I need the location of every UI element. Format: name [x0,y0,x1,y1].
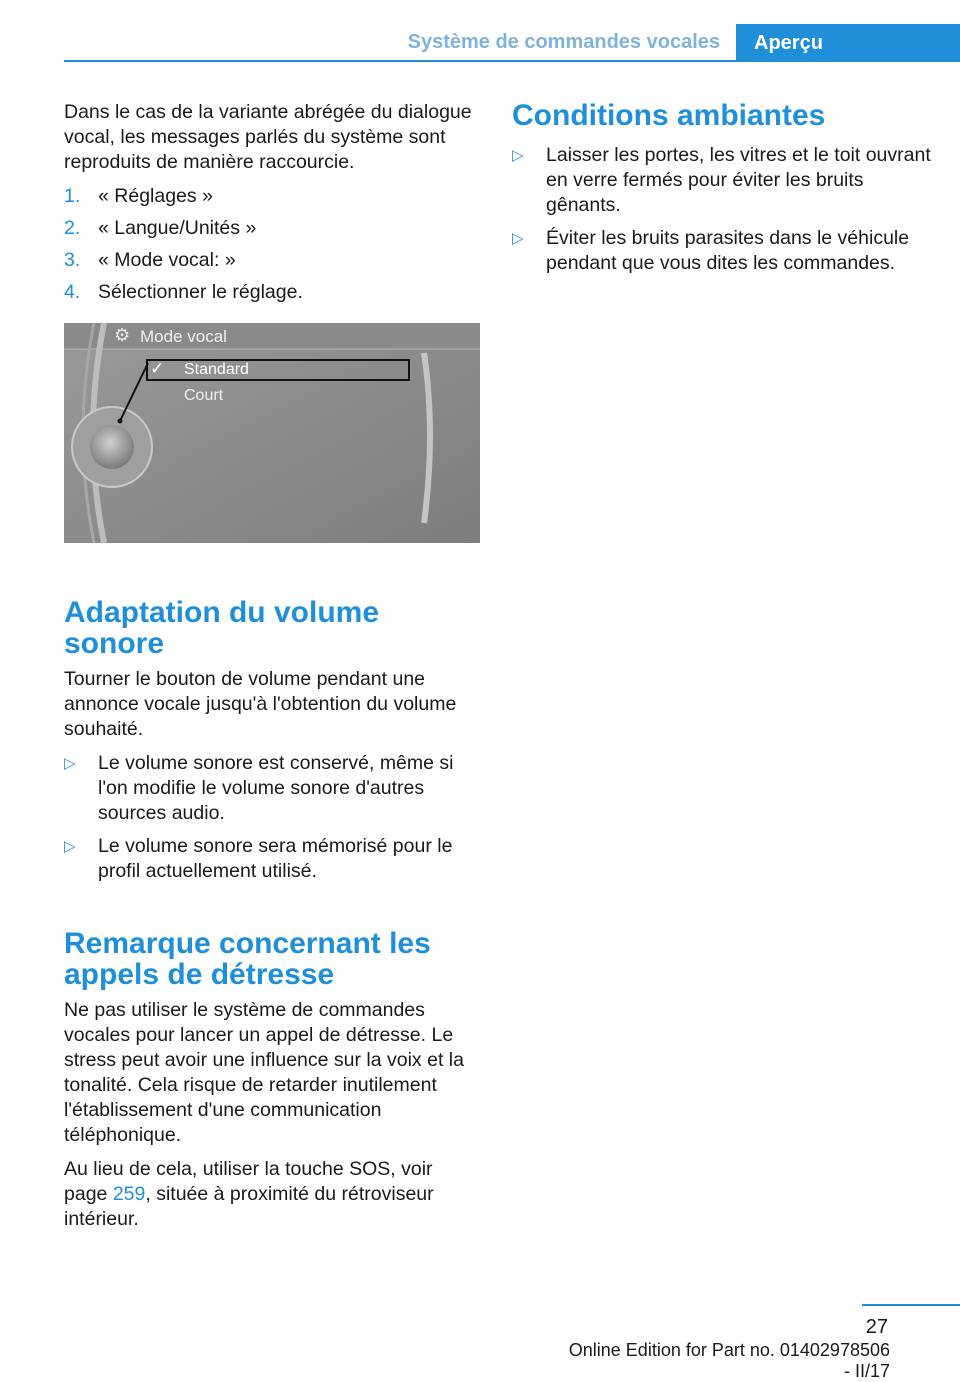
triangle-right-icon: ▷ [64,838,76,855]
emergency-paragraph: Ne pas utiliser le système de commandes vocales pour lancer un appel de détresse. Le stress peut avoir une influence sur la voix et la tonalité. Cela risque de retarder inutilement l'établissement d'une communication téléphonique. [64,999,464,1146]
sos-text-after: , située à proximité du rétroviseur intérieur. [64,1183,434,1230]
option-standard: Standard [184,361,249,378]
bullet-item [512,226,932,276]
volume-paragraph: Tourner le bouton de volume pendant une annonce vocale jusqu'à l'obtention du volume souhaité. [64,668,457,740]
triangle-right-icon: ▷ [512,147,524,164]
step-number: 1. [64,185,81,207]
emergency-heading: Remarque concernant les appels de détresse [64,927,431,991]
step-number: 3. [64,249,81,271]
bullet-text: Le volume sonore est conservé, même si l'on modifie le volume sonore d'autres sources audio. [98,752,454,824]
triangle-right-icon: ▷ [64,755,76,772]
triangle-right-icon: ▷ [512,230,524,247]
ambient-bullets [512,143,932,276]
steps-list [64,184,480,305]
volume-heading: Adaptation du volume sonore [64,596,379,660]
page-link[interactable]: 259 [112,1183,146,1205]
screen-background [64,323,480,543]
header-rule [64,60,960,62]
bullet-text: Le volume sonore sera mémorisé pour le profil actuellement utilisé. [98,835,453,882]
idrive-screenshot [64,323,480,543]
bullet-item [512,143,932,218]
screen-title: Mode vocal [140,327,227,346]
header-chapter-tab: Aperçu [736,24,960,62]
sos-text-before: Au lieu de cela, utiliser la touche SOS, voir page [64,1158,433,1205]
step-text: « Réglages » [98,185,213,207]
gear-icon: ⚙ [114,325,131,345]
step-number: 2. [64,217,81,239]
bullet-item [64,834,480,884]
bullet-text: Laisser les portes, les vitres et le toit ouvrant en verre fermés pour éviter les bruits gênants. [546,144,931,216]
header-section-title: Système de commandes vocales [407,31,720,53]
step-text: Sélectionner le réglage. [98,281,303,303]
ambient-heading: Conditions ambiantes [512,99,826,132]
checkmark-icon: ✓ [150,359,165,378]
bullet-item [64,751,480,826]
option-court: Court [184,387,224,404]
footer-rule [862,1304,960,1306]
volume-bullets [64,751,480,884]
step-number: 4. [64,281,81,303]
right-column [512,100,932,284]
left-column [64,100,480,1241]
step-item [64,216,480,241]
edition-note: Online Edition for Part no. 01402978506 - II/17 [568,1340,890,1381]
bullet-text: Éviter les bruits parasites dans le véhicule pendant que vous dites les commandes. [546,227,910,274]
step-item [64,248,480,273]
step-item [64,184,480,209]
page-number: 27 [865,1316,888,1338]
step-text: « Mode vocal: » [98,249,236,271]
intro-paragraph: Dans le cas de la variante abrégée du dialogue vocal, les messages parlés du système sont reproduits de manière raccourcie. [64,101,472,173]
sos-paragraph [64,1157,480,1232]
step-text: « Langue/Unités » [98,217,257,239]
step-item [64,280,480,305]
